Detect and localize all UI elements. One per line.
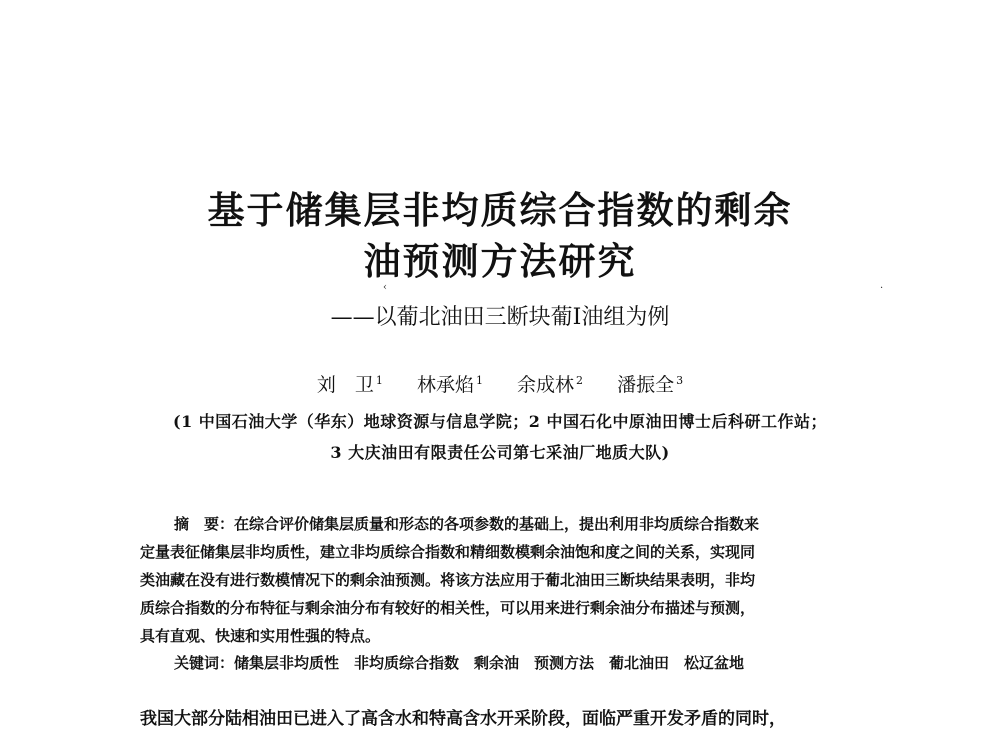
abstract-line-4: 质综合指数的分布特征与剩余油分布有较好的相关性，可以用来进行剩余油分布描述与预测， (140, 599, 756, 617)
abstract-text: 在综合评价储集层质量和形态的各项参数的基础上，提出利用非均质综合指数来 (234, 515, 760, 533)
abstract-line-2: 定量表征储集层非均质性，建立非均质综合指数和精细数模剩余油饱和度之间的关系，实现同 (140, 543, 756, 561)
author-name: 潘振全 (617, 374, 675, 397)
stray-scan-mark: ‹ (383, 282, 387, 293)
paper-title-line-2: 油预测方法研究 (363, 240, 637, 283)
abstract-line-3: 类油藏在没有进行数模情况下的剩余油预测。将该方法应用于葡北油田三断块结果表明，非均 (140, 571, 756, 589)
author-affiliation-number: 1 (375, 374, 383, 387)
author (617, 374, 683, 396)
author-affiliation-number: 1 (475, 374, 483, 387)
keywords-label: 关键词： (174, 654, 235, 672)
keywords-line (140, 656, 904, 671)
keywords-text: 储集层非均质性 非均质综合指数 剩余油 预测方法 葡北油田 松辽盆地 (234, 654, 745, 672)
body-first-line: 我国大部分陆相油田已进入了高含水和特高含水开采阶段，面临严重开发矛盾的同时， (140, 709, 786, 729)
abstract-label: 摘 要： (174, 515, 235, 533)
affiliation-line-1: (1 中国石油大学（华东）地球资源与信息学院；2 中国石化中原油田博士后科研工作站； (173, 412, 827, 431)
abstract-line-5: 具有直观、快速和实用性强的特点。 (140, 627, 381, 645)
author (317, 374, 383, 396)
stray-scan-dot: · (880, 283, 884, 294)
author (417, 374, 483, 396)
author (517, 374, 583, 396)
author-list (0, 375, 1000, 395)
author-name: 林承焰 (416, 374, 474, 397)
paper-title-line-1: 基于储集层非均质综合指数的剩余 (207, 189, 793, 232)
author-affiliation-number: 2 (576, 374, 584, 387)
paper-subtitle: ——以葡北油田三断块葡Ⅰ油组为例 (330, 305, 670, 330)
author-affiliation-number: 3 (676, 374, 684, 387)
abstract-line-1 (140, 517, 904, 532)
author-name: 刘 卫 (316, 374, 374, 397)
affiliation-line-2: 3 大庆油田有限责任公司第七采油厂地质大队) (330, 443, 670, 462)
author-name: 余成林 (517, 374, 575, 397)
